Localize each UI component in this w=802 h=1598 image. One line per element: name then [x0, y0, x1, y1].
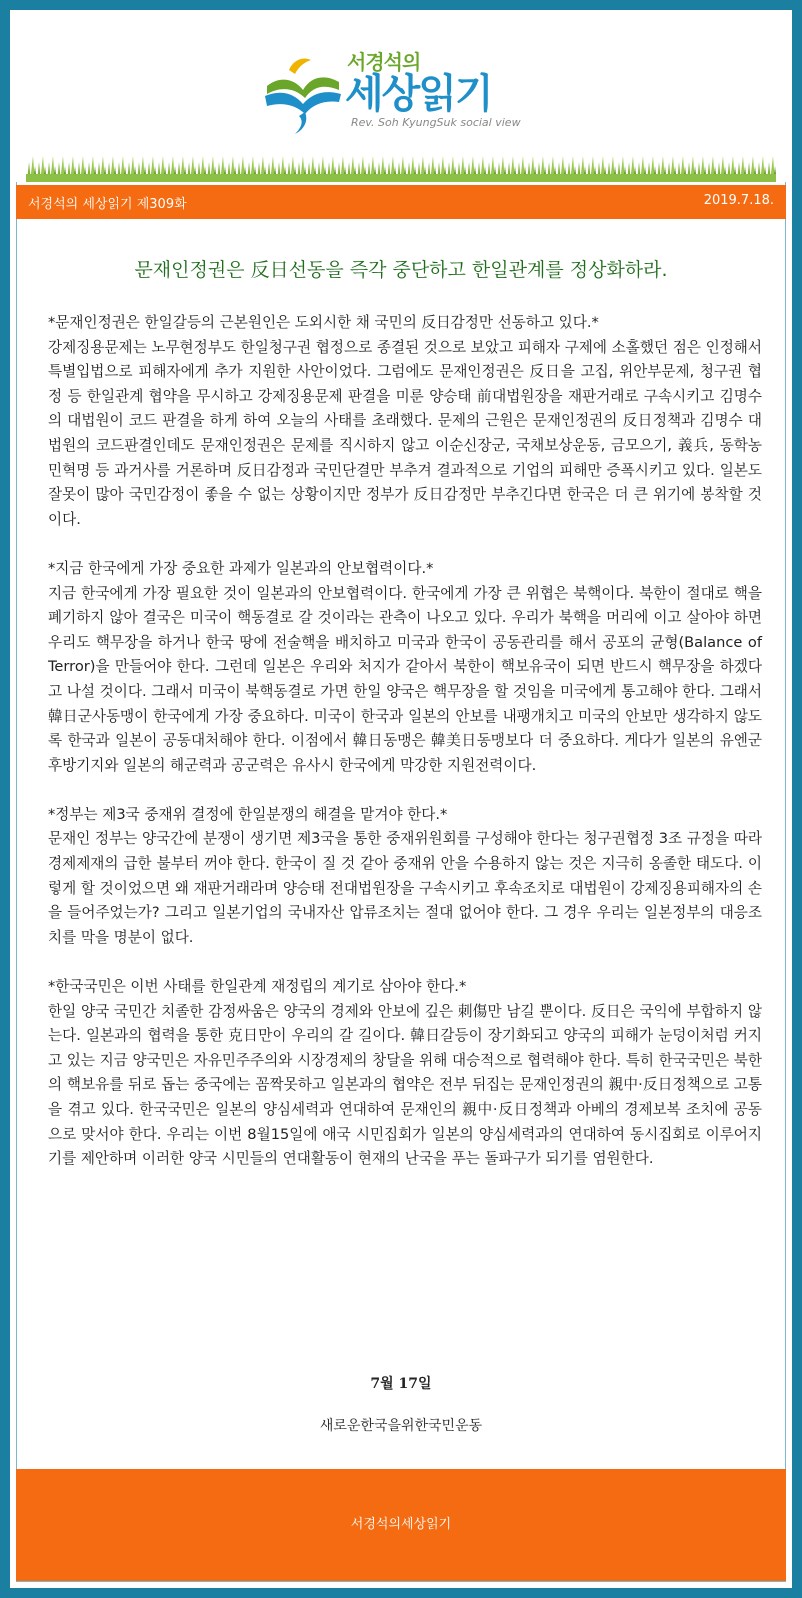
section-text: 문재인 정부는 양국간에 분쟁이 생기면 제3국을 통한 중재위원회를 구성해야 한다는 청구권협정 3조 규정을 따라 경제제재의 급한 불부터 꺼야 한다. 한국이 질 것 같아 중재위 안을 수용하지 않는 것은 지극히 옹졸한 태도다. 이렇게 할 것이었으면 왜 재판거래라며 양승태 전대법원장을 구속시키고 후속조치로 대법원이 강제징용피해자의 손을 들어주었는가? 그리고 일본기업의 국내자산 압류조치는 절대 없어야 한다. 그 경우 우리는 일본정부의 대응조치를 막을 명분이 없다.	[48, 830, 762, 946]
section-2	[48, 557, 762, 778]
section-heading: *한국국민은 이번 사태를 한일관계 재정립의 계기로 삼아야 한다.*	[48, 978, 467, 996]
organization-name: 새로운한국을위한국민운동	[319, 1418, 483, 1434]
post-date: 2019.7.18.	[703, 193, 774, 208]
section-text: 지금 한국에게 가장 필요한 것이 일본과의 안보협력이다. 한국에게 가장 큰 위협은 북핵이다. 북한이 절대로 핵을 폐기하지 않아 결국은 미국이 핵동결로 갈 것이라는 관측이 나오고 있다. 우리가 북핵을 머리에 이고 살아야 하면 우리도 핵무장을 하거나 한국 땅에 전술핵을 배치하고 미국과 한국이 공동관리를 해서 공포의 균형(Balance of Terror)을 만들어야 한다. 그런데 일본은 우리와 처지가 같아서 북한이 핵보유국이 되면 반드시 핵무장을 하겠다고 나설 것이다. 그래서 미국이 북핵동결로 가면 한일 양국은 핵무장을 할 것임을 미국에게 통고해야 한다. 그래서 韓日군사동맹이 한국에게 가장 중요하다. 미국이 한국과 일본의 안보를 내팽개치고 미국의 안보만 생각하지 않도록 한국과 일본이 공동대처해야 한다. 이점에서 韓日동맹은 韓美日동맹보다 더 중요하다. 게다가 일본의 유엔군 후방기지와 일본의 해군력과 공군력은 유사시 한국에게 막강한 지원전력이다.	[48, 584, 762, 774]
logo	[259, 46, 559, 136]
section-heading: *정부는 제3국 중재위 결정에 한일분쟁의 해결을 맡겨야 한다.*	[48, 805, 448, 823]
logo-small-text: 서경석의	[347, 50, 421, 74]
series-bar	[16, 185, 786, 219]
footer-label: 서경석의세상읽기	[350, 1517, 452, 1532]
section-heading: *지금 한국에게 가장 중요한 과제가 일본과의 안보협력이다.*	[48, 559, 434, 577]
section-text: 강제징용문제는 노무현정부도 한일청구권 협정으로 종결된 것으로 보았고 피해자 구제에 소홀했던 점은 인정해서 특별입법으로 피해자에게 추가 지원한 사안이었다. 그럼에도 문재인정권은 反日을 고집, 위안부문제, 청구권 협정 등 한일관계 협약을 무시하고 강제징용문제 판결을 미룬 양승태 前대법원장을 재판거래로 구속시키고 김명수의 대법원이 코드 판결을 하게 하여 오늘의 사태를 초래했다. 문제의 근원은 문재인정권의 反日정책과 김명수 대법원의 코드판결인데도 문재인정권은 문제를 직시하지 않고 이순신장군, 국채보상운동, 금모으기, 義兵, 동학농민혁명 등 과거사를 거론하며 反日감정과 국민단결만 부추겨 결과적으로 기업의 피해만 증폭시키고 있다. 일본도 잘못이 많아 국민감정이 좋을 수 없는 상황이지만 정부가 反日감정만 부추긴다면 한국은 더 큰 위기에 봉착할 것이다.	[48, 338, 762, 528]
section-4	[48, 975, 762, 1172]
book-icon	[259, 46, 349, 136]
logo-big-text: 세상읽기	[345, 71, 492, 117]
series-label: 서경석의 세상읽기 제309화	[28, 197, 187, 212]
footer-bar	[16, 1469, 786, 1581]
section-text: 한일 양국 국민간 치졸한 감정싸움은 양국의 경제와 안보에 깊은 刺傷만 남길 뿐이다. 反日은 국익에 부합하지 않는다. 일본과의 협력을 통한 克日만이 우리의 갈 길이다. 韓日갈등이 장기화되고 양국의 피해가 눈덩이처럼 커지고 있는 지금 양국민은 자유민주주의와 시장경제의 창달을 위해 대승적으로 협력해야 한다. 특히 한국국민은 북한의 핵보유를 뒤로 돕는 중국에는 꼼짝못하고 일본과의 협약은 전부 뒤집는 문재인정권의 親中·反日정책으로 고통을 겪고 있다. 한국국민은 일본의 양심세력과 연대하여 문재인의 親中·反日정책과 아베의 경제보복 조치에 공동으로 맞서야 한다. 우리는 이번 8월15일에 애국 시민집회가 일본의 양심세력과의 연대하여 동시집회로 이루어지기를 제안하며 이러한 양국 시민들의 연대활동이 현재의 난국을 푸는 돌파구가 되기를 염원한다.	[48, 1002, 762, 1168]
section-1	[48, 311, 762, 532]
grass-decoration	[26, 148, 776, 182]
logo-subtitle: Rev. Soh KyungSuk social view	[351, 116, 521, 129]
article-title: 문재인정권은 反日선동을 즉각 중단하고 한일관계를 정상화하라.	[134, 259, 668, 281]
section-3	[48, 803, 762, 951]
closing-date: 7월 17일	[370, 1376, 432, 1392]
header	[16, 16, 786, 182]
article-body	[48, 311, 762, 1196]
section-heading: *문재인정권은 한일갈등의 근본원인은 도외시한 채 국민의 反日감정만 선동하고 있다.*	[48, 314, 599, 331]
